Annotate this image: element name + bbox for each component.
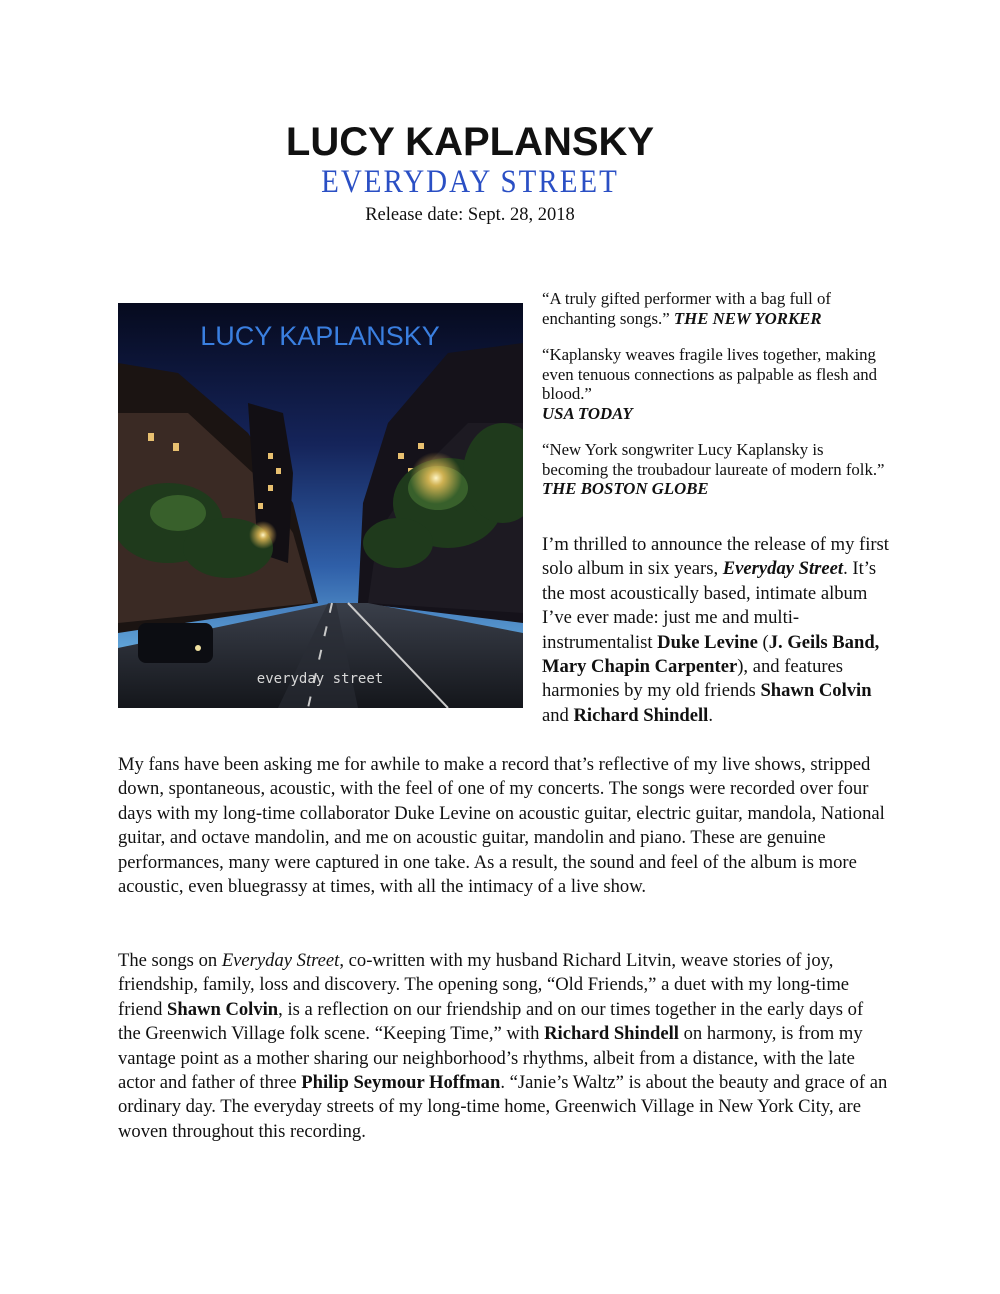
name-duke-levine: Duke Levine xyxy=(657,631,758,653)
artist-title: LUCY KAPLANSKY xyxy=(285,120,655,164)
text-run: . “Janie’s Waltz” is about the beauty and grace of an ordinary day. The everyday streets of my long-time home, Greenwich Village in New York City, are woven throughout this recording. xyxy=(118,1072,888,1142)
quote-text: “A truly gifted performer with a bag full of enchanting songs.” xyxy=(542,289,831,328)
body-paragraph-2 xyxy=(118,949,888,1144)
name-philip-seymour-hoffman: Philip Seymour Hoffman xyxy=(301,1072,501,1094)
album-name: Everyday Street xyxy=(722,558,844,580)
quote-source: THE BOSTON GLOBE xyxy=(542,479,709,498)
album-cover xyxy=(118,303,523,708)
album-name: Everyday Street xyxy=(221,950,340,971)
name-shawn-colvin: Shawn Colvin xyxy=(760,680,872,702)
intro-paragraph xyxy=(542,533,892,728)
text-run: The songs on xyxy=(118,950,222,971)
text-run: . xyxy=(708,704,713,726)
quote-source: THE NEW YORKER xyxy=(673,308,822,328)
release-date: Release date: Sept. 28, 2018 xyxy=(365,205,575,225)
cover-artist-text: LUCY KAPLANSKY xyxy=(200,321,440,351)
quote-new-yorker xyxy=(542,289,887,328)
text-run: . It’s the most acoustically based, intimate album I’ve ever made: just me and multi-instrumentalist xyxy=(542,558,877,653)
text-run: and xyxy=(542,704,574,726)
quote-text: “New York songwriter Lucy Kaplansky is becoming the troubadour laureate of modern folk.” xyxy=(542,440,885,479)
text-run: I’m thrilled to announce the release of my first solo album in six years, xyxy=(542,534,889,580)
text-run: ), and features harmonies by my old friends xyxy=(542,656,844,702)
quote-usa-today xyxy=(542,345,887,423)
text-run: , co-written with my husband Richard Litvin, weave stories of joy, friendship, family, loss and discovery. The opening song, “Old Friends,” a duet with my long-time friend xyxy=(118,950,850,1020)
cover-album-text: everyday street xyxy=(256,671,384,687)
text-run: , is a reflection on our friendship and on our times together in the early days of the Greenwich Village folk scene. “Keeping Time,” with xyxy=(118,998,864,1045)
body-paragraph-1 xyxy=(118,753,888,899)
text-run: ( xyxy=(757,631,769,653)
press-quotes xyxy=(542,289,887,516)
name-richard-shindell: Richard Shindell xyxy=(544,1023,679,1045)
name-shawn-colvin: Shawn Colvin xyxy=(167,998,279,1020)
quote-boston-globe xyxy=(542,440,887,499)
paragraph-text: My fans have been asking me for awhile to make a record that’s reflective of my live shows, stripped down, spontaneous, acoustic, with the feel of one of my concerts. The songs were recorded over four days with my long-time collaborator Duke Levine on acoustic guitar, electric guitar, mandola, National guitar, and octave mandolin, and me on acoustic guitar, mandolin and piano. These are genuine performances, many were captured in one take. As a result, the sound and feel of the album is more acoustic, even bluegrassy at times, with all the intimacy of a live show. xyxy=(118,754,885,898)
album-title: EVERYDAY STREET xyxy=(321,164,619,200)
quote-source: USA TODAY xyxy=(542,403,633,423)
text-run: on harmony, is from my vantage point as a mother sharing our neighborhood’s rhythms, albeit from a distance, with the late actor and father of three xyxy=(118,1023,863,1094)
bands-list: J. Geils Band, Mary Chapin Carpenter xyxy=(542,631,880,678)
name-richard-shindell: Richard Shindell xyxy=(573,704,709,726)
quote-text: “Kaplansky weaves fragile lives together, making even tenuous connections as palpable as flesh and blood.” xyxy=(542,345,878,403)
